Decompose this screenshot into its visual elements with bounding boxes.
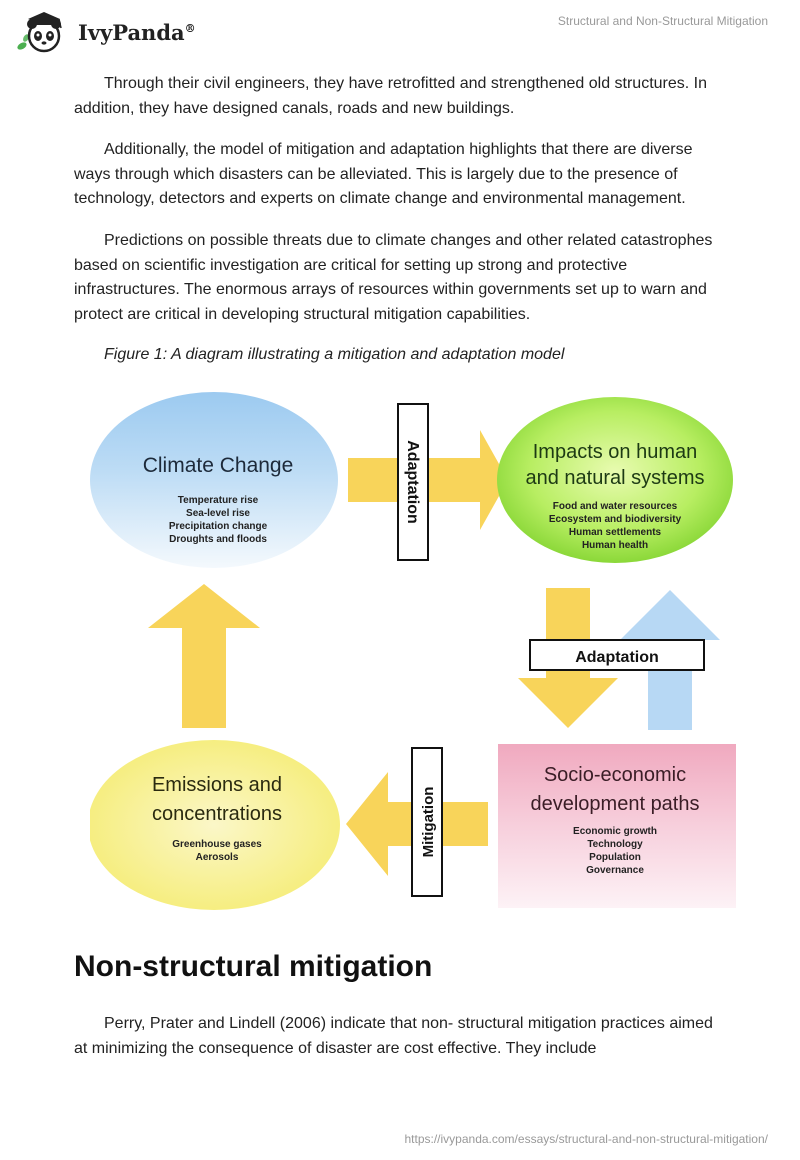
paragraph-3: Predictions on possible threats due to climate changes and other related catastrophes based on scientific investigation are critical for setting up strong and protective infrastructures. The enormous arrays of resources within governments set up to warn and protect are critical in developing structural mitigation capabilities.: [74, 232, 713, 323]
adaptation-label-top: [398, 404, 428, 560]
adaptation-label-top-text: Adaptation: [404, 440, 421, 524]
impacts-item: Food and water resources: [552, 501, 678, 512]
climate-item: Precipitation change: [168, 521, 268, 532]
impacts-title-line1: Impacts on human: [532, 441, 698, 463]
emissions-title-line2: concentrations: [151, 803, 283, 825]
figure-caption: Figure 1: A diagram illustrating a mitigation and adaptation model: [104, 346, 565, 363]
section-paragraph: Perry, Prater and Lindell (2006) indicate that non- structural mitigation practices aimed at minimizing the consequence of disaster are cost effective. They include: [74, 1015, 713, 1057]
mitigation-adaptation-diagram: [90, 392, 744, 912]
brand-name: IvyPanda®: [78, 19, 196, 45]
climate-item: Sea-level rise: [186, 508, 250, 519]
mitigation-label-text: Mitigation: [420, 786, 437, 858]
adaptation-label-mid: [530, 640, 704, 670]
impacts-item: Ecosystem and biodiversity: [548, 514, 682, 525]
socio-item: Technology: [587, 839, 643, 850]
footer-url[interactable]: https://ivypanda.com/essays/structural-and-non-structural-mitigation/: [404, 1132, 768, 1146]
socio-title-line1: Socio-economic: [543, 764, 687, 786]
arrow-up-left: [148, 584, 260, 728]
emissions-title-line1: Emissions and: [151, 774, 283, 796]
socio-item: Governance: [586, 865, 644, 876]
climate-change-node: [90, 392, 338, 568]
emissions-item: Aerosols: [195, 852, 239, 863]
climate-change-title: Climate Change: [142, 454, 294, 477]
impacts-item: Human settlements: [568, 527, 662, 538]
socio-item: Economic growth: [573, 826, 657, 837]
emissions-item: Greenhouse gases: [172, 839, 262, 850]
mitigation-label: [412, 748, 442, 896]
climate-item: Droughts and floods: [169, 534, 267, 545]
impacts-title-line2: and natural systems: [525, 467, 705, 489]
panda-graduate-icon: [14, 10, 70, 54]
impacts-node: [497, 397, 733, 563]
socio-economic-node: [498, 744, 736, 908]
paragraph-2: Additionally, the model of mitigation and adaptation highlights that there are diverse ways through which disasters can be alleviated. This is largely due to the presence of technology, detectors and experts on climate change and environmental management.: [74, 141, 693, 207]
section-heading: Non-structural mitigation: [74, 950, 433, 983]
socio-item: Population: [589, 852, 641, 863]
adaptation-label-mid-text: Adaptation: [575, 649, 659, 666]
running-title: Structural and Non-Structural Mitigation: [557, 14, 768, 28]
climate-item: Temperature rise: [177, 495, 259, 506]
socio-title-line2: development paths: [530, 793, 700, 815]
page-header: [0, 0, 800, 70]
emissions-node: [90, 740, 340, 910]
ivypanda-logo[interactable]: [14, 10, 196, 54]
impacts-item: Human health: [581, 540, 649, 551]
paragraph-1: Through their civil engineers, they have retrofitted and strengthened old structures. In addition, they have designed canals, roads and new buildings.: [74, 75, 708, 117]
